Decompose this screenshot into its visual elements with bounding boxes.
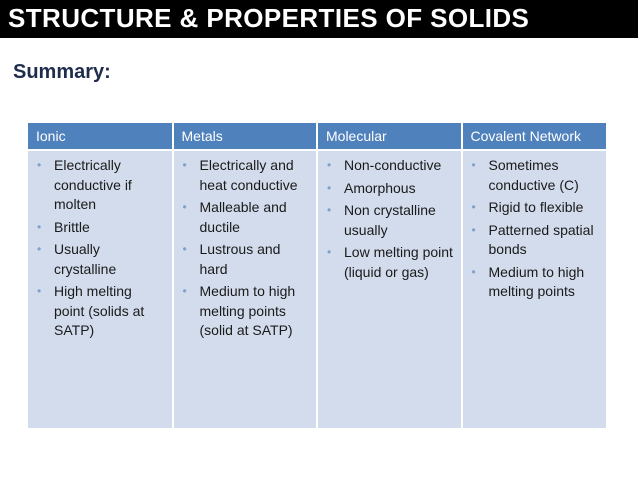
bullet-icon: •	[37, 242, 42, 256]
ionic-properties-list	[36, 156, 166, 341]
list-item-text: Lustrous and hard	[199, 241, 281, 277]
bullet-icon: •	[182, 158, 187, 172]
header-covalent-network: Covalent Network	[462, 123, 607, 150]
table-row	[28, 150, 606, 428]
list-item	[36, 240, 166, 279]
bullet-icon: •	[327, 245, 332, 259]
metals-cell	[173, 150, 318, 428]
covalent-network-cell	[462, 150, 607, 428]
bullet-icon: •	[37, 219, 42, 234]
list-item-text: Electrically and heat conductive	[199, 157, 298, 193]
table-header-row	[28, 123, 606, 150]
slide-title: STRUCTURE & PROPERTIES OF SOLIDS	[8, 3, 530, 33]
bullet-icon: •	[471, 222, 476, 237]
list-item-text: Medium to high melting points (solid at SATP)	[199, 283, 296, 338]
list-item-text: Usually crystalline	[54, 241, 117, 277]
list-item-text: Non crystalline usually	[344, 202, 436, 238]
list-item	[326, 201, 455, 240]
bullet-icon: •	[471, 200, 476, 214]
header-molecular: Molecular	[317, 123, 462, 150]
bullet-icon: •	[182, 242, 187, 256]
list-item	[182, 282, 311, 341]
list-item	[471, 156, 601, 195]
bullet-icon: •	[37, 284, 42, 298]
bullet-icon: •	[327, 203, 332, 217]
list-item	[326, 243, 455, 282]
ionic-cell	[28, 150, 173, 428]
list-item	[182, 240, 311, 279]
list-item-text: Malleable and ductile	[199, 199, 287, 235]
bullet-icon: •	[182, 200, 187, 214]
list-item-text: Low melting point (liquid or gas)	[344, 244, 453, 280]
bullet-icon: •	[37, 158, 42, 172]
list-item-text: Rigid to flexible	[488, 199, 584, 215]
list-item	[471, 198, 601, 218]
bullet-icon: •	[182, 284, 187, 298]
list-item	[326, 179, 455, 199]
list-item	[182, 198, 311, 237]
bullet-icon: •	[327, 180, 332, 195]
metals-properties-list	[182, 156, 311, 341]
list-item-text: Brittle	[54, 218, 90, 235]
list-item	[36, 156, 166, 215]
solids-summary-table	[28, 123, 606, 428]
list-item	[471, 221, 601, 260]
title-bar	[0, 0, 638, 38]
bullet-icon: •	[471, 264, 476, 279]
covalent-network-properties-list	[471, 156, 601, 302]
header-metals: Metals	[173, 123, 318, 150]
list-item-text: Electrically conductive if molten	[54, 157, 132, 212]
list-item-text: Sometimes conductive (C)	[488, 157, 579, 193]
header-ionic: Ionic	[28, 123, 173, 150]
list-item	[326, 156, 455, 176]
molecular-properties-list	[326, 156, 455, 282]
list-item	[471, 263, 601, 302]
list-item	[36, 218, 166, 238]
list-item-text: Medium to high melting points	[488, 263, 585, 299]
list-item-text: High melting point (solids at SATP)	[54, 283, 145, 338]
list-item-text: Amorphous	[344, 179, 416, 196]
list-item-text: Non-conductive	[344, 157, 442, 173]
bullet-icon: •	[471, 158, 476, 172]
list-item-text: Patterned spatial bonds	[488, 221, 594, 257]
bullet-icon: •	[327, 158, 332, 172]
summary-heading: Summary:	[13, 61, 111, 83]
list-item	[182, 156, 311, 195]
molecular-cell	[317, 150, 462, 428]
list-item	[36, 282, 166, 341]
